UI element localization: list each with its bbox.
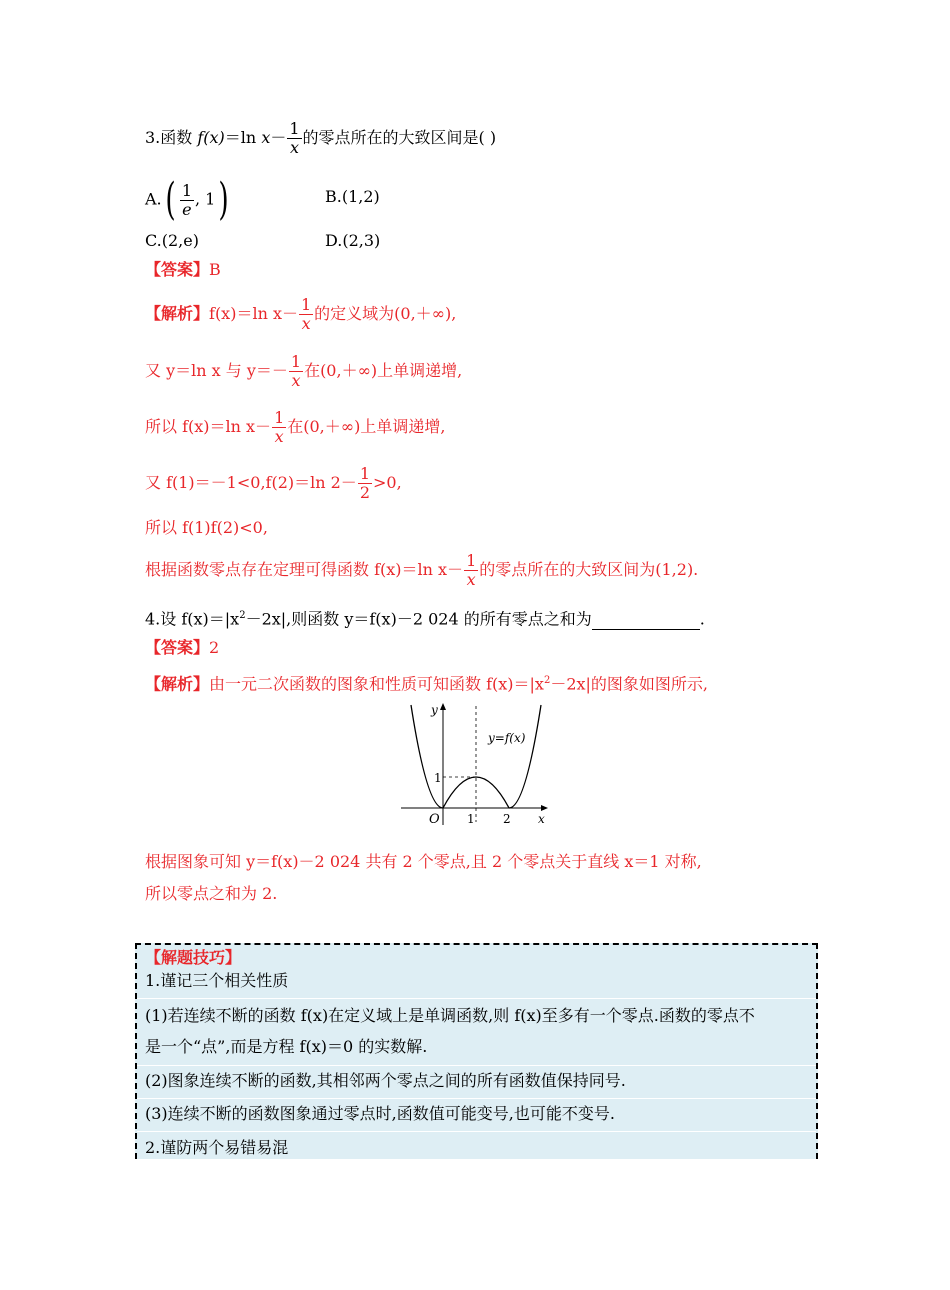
tips-item-2: 2.谨防两个易错易混 xyxy=(145,1138,289,1157)
q3-solution-line-3: 所以 f(x)＝ln x－ $\frac{1}{x}$ 在(0,＋∞)上单调递增, xyxy=(145,408,446,446)
q4-solution-line-3: 所以零点之和为 2. xyxy=(145,884,278,903)
q3-option-c: C.(2,e) xyxy=(145,231,199,250)
curve-right xyxy=(509,705,541,808)
q4-solution-line-1: 【解析】由一元二次函数的图象和性质可知函数 $f(x)=|x^2-2x|$的图象如图所示, xyxy=(145,674,709,694)
tips-title: 【解题技巧】 xyxy=(145,948,242,967)
q3-answer: 【答案】B xyxy=(145,260,221,279)
y-tick-1: 1 xyxy=(434,771,442,785)
tips-item-1-1a: (1)若连续不断的函数 f(x)在定义域上是单调函数,则 f(x)至多有一个零点.函数的零点不 xyxy=(145,1006,755,1025)
q3-solution-line-4: 又 f(1)＝－1<0,f(2)＝ln 2－ $\frac{1}{2}$ >0, xyxy=(145,464,402,502)
q3-option-b: B.(1,2) xyxy=(325,187,380,206)
x-tick-2: 2 xyxy=(503,812,511,826)
q3-stem: 3.函数 f(x)＝ln x－ $\frac{1}{x}$ 的零点所在的大致区间是( ) xyxy=(145,119,497,157)
q3-option-a: A.( $\frac{1}{e}$ , 1) xyxy=(145,174,230,225)
q3-solution-line-1: 【解析】f(x)＝ln x－ $\frac{1}{x}$ 的定义域为(0,＋∞), xyxy=(145,295,457,333)
y-axis-label: y xyxy=(431,703,438,717)
q4-solution-line-2: 根据图象可知 y＝f(x)－2 024 共有 2 个零点,且 2 个零点关于直线 x＝1 对称, xyxy=(145,852,702,871)
curve-left xyxy=(411,705,443,808)
q3-solution-line-5: 所以 f(1)f(2)<0, xyxy=(145,518,268,537)
q4-answer: 【答案】2 xyxy=(145,638,220,657)
tips-box xyxy=(135,943,818,1159)
origin-label: O xyxy=(429,812,440,827)
q4-stem: 4.设 $f(x)=|x^2-2x|$,则函数 y＝f(x)－2 024 的所有零点之和为 . xyxy=(145,609,705,629)
tips-item-1-3: (3)连续不断的函数图象通过零点时,函数值可能变号,也可能不变号. xyxy=(145,1104,615,1123)
q3-solution-line-6: 根据函数零点存在定理可得函数 f(x)＝ln x－ $\frac{1}{x}$ 的零点所在的大致区间为(1,2). xyxy=(145,551,699,589)
q3-solution-line-2: 又 y＝ln x 与 y＝－ $\frac{1}{x}$ 在(0,＋∞)上单调递增, xyxy=(145,352,463,390)
q3-fraction: $\frac{1}{x}$ xyxy=(289,119,300,157)
tips-item-1-2: (2)图象连续不断的函数,其相邻两个零点之间的所有函数值保持同号. xyxy=(145,1071,626,1090)
tips-item-1: 1.谨记三个相关性质 xyxy=(145,971,289,990)
x-tick-1: 1 xyxy=(467,812,475,826)
function-graph xyxy=(395,700,560,830)
q3-option-d: D.(2,3) xyxy=(325,231,381,250)
curve-label: y=f(x) xyxy=(488,731,526,745)
answer-blank[interactable] xyxy=(592,613,700,630)
x-axis-label: x xyxy=(538,812,545,826)
tips-item-1-1b: 是一个“点”,而是方程 f(x)＝0 的实数解. xyxy=(145,1037,428,1056)
